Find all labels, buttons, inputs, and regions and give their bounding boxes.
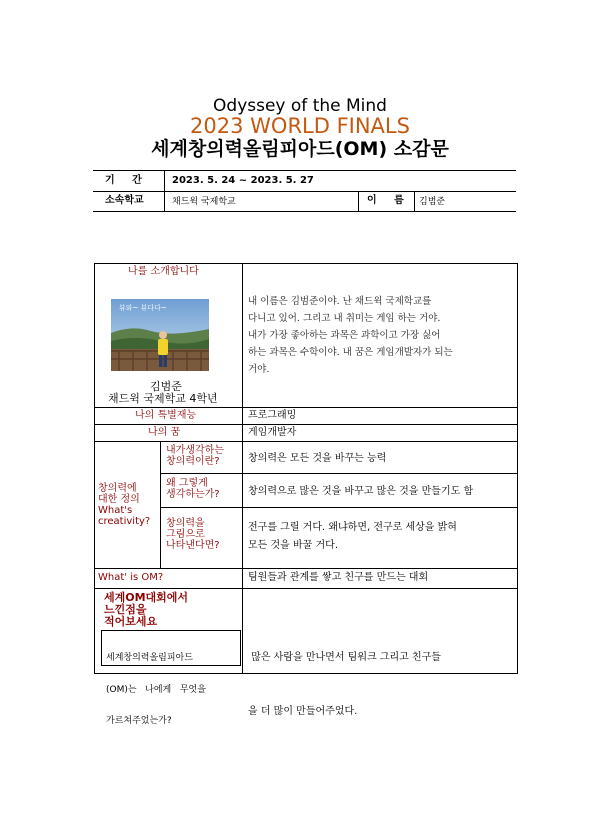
om-label: What' is OM?	[98, 572, 164, 583]
period-label: 기 간	[105, 175, 142, 186]
intro-name: 김범준	[150, 380, 182, 393]
creativity-label	[98, 483, 150, 527]
q1-label-line: 창의력이란?	[166, 456, 220, 467]
q3-label-line: 창의력을	[166, 518, 205, 529]
learned-text-line: 많은 사람을 만나면서 팀워크 그리고 친구들	[248, 652, 441, 663]
learned-text	[248, 613, 441, 739]
intro-line: 하는 과목은 수학이야. 내 꿈은 게임개발자가 되는	[248, 347, 453, 358]
learned-label	[104, 592, 188, 628]
name-label: 이 름	[367, 195, 404, 206]
dream-label: 나의 꿈	[148, 427, 181, 438]
creativity-label-line: creativity?	[98, 516, 151, 527]
talent-value: 프로그래밍	[248, 410, 297, 421]
intro-line: 거야.	[248, 364, 270, 375]
intro-line: 다니고 있어. 그리고 내 취미는 게임 하는 거야.	[248, 313, 441, 324]
q1-label	[166, 445, 224, 467]
q3-answer-line: 전구를 그릴 거다. 왜냐하면, 전구로 세상을 밝혀	[248, 522, 457, 533]
intro-line: 내가 가장 좋아하는 과목은 과학이고 가장 싫어	[248, 330, 441, 341]
q2-answer: 창의력으로 많은 것을 바꾸고 많은 것을 만들기도 함	[248, 486, 474, 497]
photo-caption: 뷰와~ 뷰다다~	[119, 304, 167, 312]
q2-label	[166, 478, 220, 500]
dream-value: 게임개발자	[248, 427, 297, 438]
q3-label-line: 나타낸다면?	[166, 540, 220, 551]
learned-label-line: 느낀점을	[104, 603, 147, 616]
creativity-label-line: What's	[98, 505, 133, 516]
profile-photo	[111, 299, 209, 371]
intro-line: 내 이름은 김범준이야. 난 채드윅 국제학교를	[248, 296, 432, 307]
intro-school: 채드윅 국제학교 4학년	[108, 392, 218, 405]
learned-sub-line: 세계창의력올림피아드	[106, 653, 193, 663]
learned-subquestion	[106, 632, 206, 737]
creativity-label-line: 대한 정의	[98, 494, 140, 505]
learned-label-line: 세계OM대회에서	[104, 591, 189, 604]
creativity-label-line: 창의력에	[98, 483, 137, 494]
learned-sub-line: 가르쳐주었는가?	[106, 716, 172, 726]
q3-answer	[248, 519, 457, 555]
q3-label-line: 그림으로	[166, 529, 205, 540]
title-event: Odyssey of the Mind	[213, 96, 387, 116]
intro-text	[248, 293, 453, 378]
period-value: 2023. 5. 24 ~ 2023. 5. 27	[172, 175, 314, 186]
q3-answer-line: 모든 것을 바꿀 거다.	[248, 540, 338, 551]
q2-label-line: 왜 그렇게	[166, 478, 208, 489]
q2-label-line: 생각하는가?	[166, 489, 220, 500]
q3-label	[166, 518, 220, 551]
q1-label-line: 내가생각하는	[166, 445, 224, 456]
intro-label: 나를 소개합니다	[128, 266, 199, 277]
learned-sub-line: (OM)는 나에게 무엇을	[106, 684, 206, 695]
learned-label-line: 적어보세요	[104, 615, 158, 628]
name-value: 김범준	[419, 197, 446, 207]
talent-label: 나의 특별재능	[135, 410, 197, 421]
om-value: 팀원들과 관계를 쌓고 친구를 만드는 대회	[248, 572, 429, 583]
title-document: 세계창의력올림피아드(OM) 소감문	[151, 138, 449, 160]
school-label: 소속학교	[105, 195, 144, 206]
school-value: 채드윅 국제학교	[172, 197, 236, 207]
title-finals: 2023 WORLD FINALS	[190, 114, 410, 138]
learned-text-line: 을 더 많이 만들어주었다.	[248, 706, 358, 717]
q1-answer: 창의력은 모든 것을 바꾸는 능력	[248, 453, 387, 464]
